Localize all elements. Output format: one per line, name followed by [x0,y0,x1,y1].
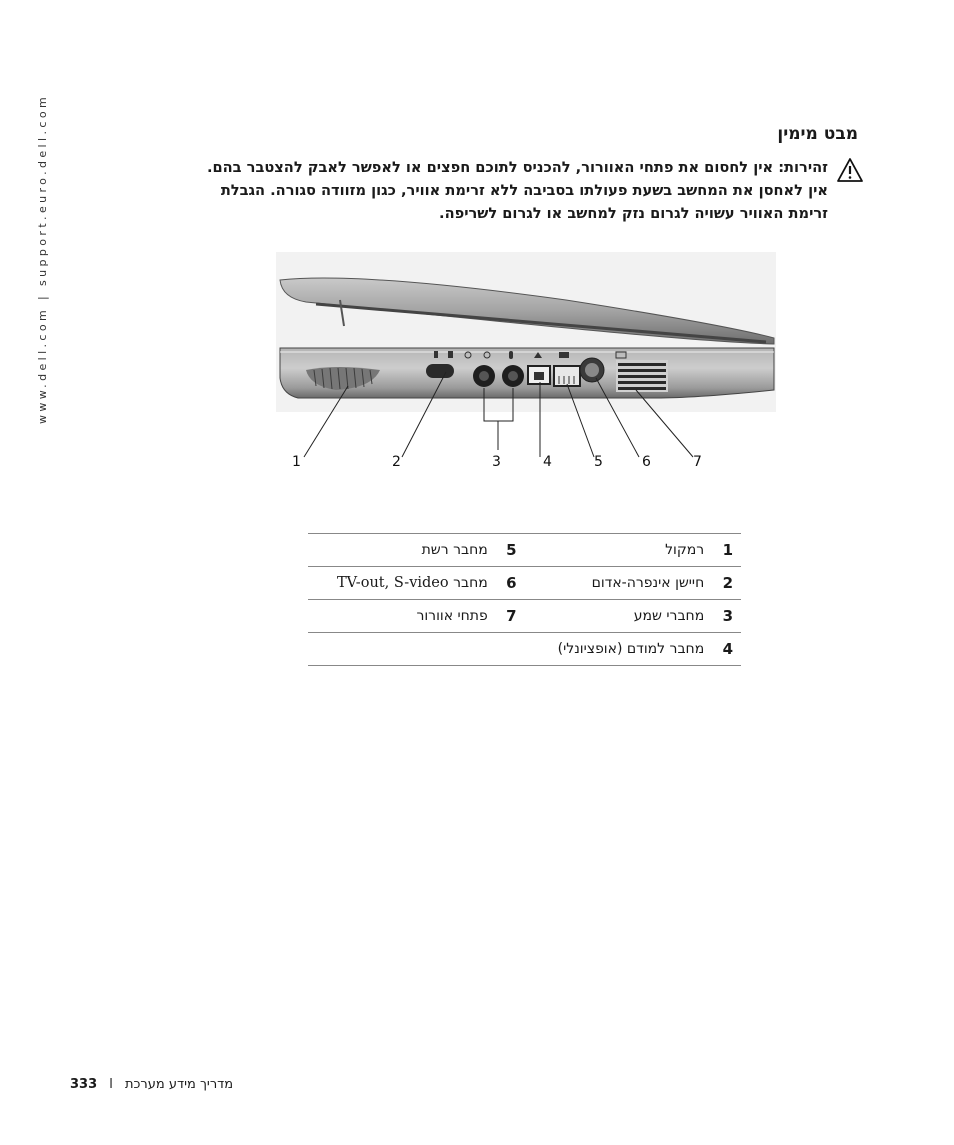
legend-row: 4 מחבר למודם (אופציונלי) [308,633,741,666]
network-connector [554,366,580,386]
warning-line-2: אין לאחסן את המחשב בשעת פעולתו בסביבה ללא זרימת אוויר, כגון מזוודה סגורה. הגבלת [220,182,828,199]
callout-5: 5 [594,454,603,470]
callout-1: 1 [292,454,301,470]
warning-icon [836,157,864,183]
warning-text [207,156,828,225]
callout-4: 4 [543,454,552,470]
warning-label: זהירות: [778,159,828,176]
laptop-right-side-figure [276,252,776,482]
section-title: מבט מימין [777,124,858,144]
callout-6: 6 [642,454,651,470]
side-url: www.dell.com | support.euro.dell.com [36,93,49,424]
infrared-sensor [426,364,454,378]
warning-block [204,156,864,225]
legend-row: 3 מחברי שמע 7 פתחי אוורור [308,600,741,633]
footer-separator: I [109,1077,113,1092]
page-number: 333 [70,1077,98,1092]
legend-row: 2 חיישן אינפרה-אדום 6 מחבר TV-out, S-video [308,567,741,600]
callout-7: 7 [693,454,702,470]
warning-line-1: זהירות: אין לחסום את פתחי האוורור, להכניס לתוכם חפצים או לאפשר לאבק להצטבר בהם. [206,159,828,176]
warning-line-3: זרימת האוויר עשויה לגרום נזק למחשב או לגרום לשריפה. [439,205,828,222]
footer-title: מדריך מידע מערכת [124,1077,234,1092]
legend-row: 1 רמקול 5 מחבר רשת [308,534,741,567]
callout-2: 2 [392,454,401,470]
legend-table [308,533,741,666]
page-footer [70,1077,233,1092]
callout-3: 3 [492,454,501,470]
